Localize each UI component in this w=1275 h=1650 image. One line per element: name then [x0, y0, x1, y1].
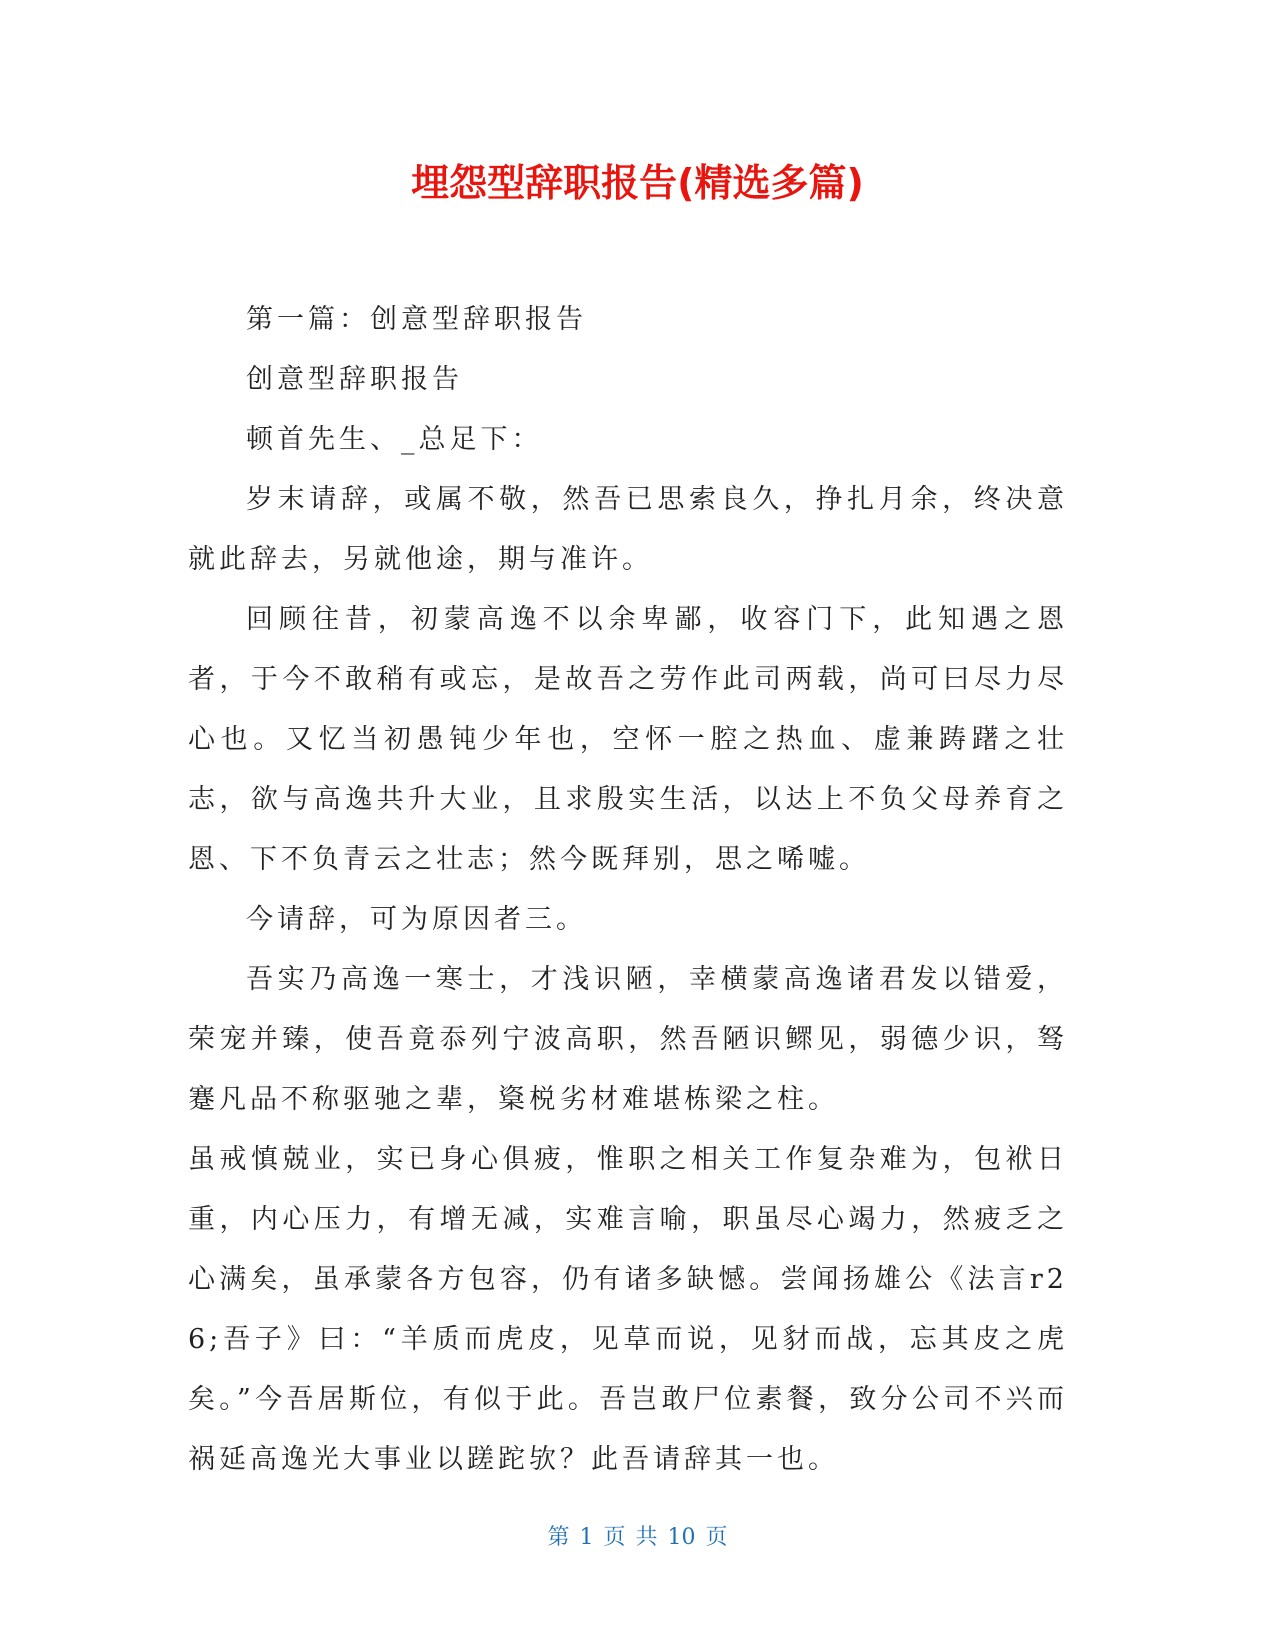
paragraph: 岁末请辞，或属不敬，然吾已思索良久，挣扎月余，终决意就此辞去，另就他途，期与准许。 [188, 484, 1068, 575]
footer-total-pages: 10 [667, 1525, 696, 1550]
footer-page-unit: 页 [603, 1525, 626, 1550]
footer-current-page: 1 [579, 1525, 594, 1550]
footer-page-word: 第 [547, 1525, 570, 1550]
paragraph: 今请辞，可为原因者三。 [246, 904, 588, 935]
paragraph-subtitle: 创意型辞职报告 [246, 364, 464, 395]
paragraph-salutation: 顿首先生、_总足下： [246, 424, 543, 455]
page-footer [0, 1523, 1275, 1553]
document-title: 埋怨型辞职报告(精选多篇) [411, 161, 864, 205]
document-body [188, 290, 1068, 1490]
paragraph-section-heading: 第一篇：创意型辞职报告 [246, 304, 588, 335]
paragraph: 回顾往昔，初蒙高逸不以余卑鄙，收容门下，此知遇之恩者，于今不敢稍有或忘，是故吾之劳作此司两载，尚可曰尽力尽心也。又忆当初愚钝少年也，空怀一腔之热血、虚兼踌躇之壮志，欲与高逸共升大业，且求殷实生活，以达上不负父母养育之恩、下不负青云之壮志；然今既拜别，思之唏嘘。 [188, 604, 1068, 875]
paragraph: 吾实乃高逸一寒士，才浅识陋，幸横蒙高逸诸君发以错爱，荣宠并臻，使吾竟忝列宁波高职，然吾陋识鳏见，弱德少识，驽蹇凡品不称驱驰之辈，楶棁劣材难堪栋梁之柱。 [188, 964, 1068, 1115]
paragraph: 虽戒慎兢业，实已身心俱疲，惟职之相关工作复杂难为，包袱日重，内心压力，有增无减，实难言喻，职虽尽心竭力，然疲乏之心满矣，虽承蒙各方包容，仍有诸多缺憾。尝闻扬雄公《法言r26;吾子》曰：“羊质而虎皮，见草而说，见豺而战，忘其皮之虎矣。”今吾居斯位，有似于此。吾岂敢尸位素餐，致分公司不兴而祸延高逸光大事业以蹉跎欤？此吾请辞其一也。 [188, 1144, 1068, 1475]
footer-total-unit: 页 [705, 1525, 728, 1550]
footer-total-word: 共 [635, 1525, 658, 1550]
